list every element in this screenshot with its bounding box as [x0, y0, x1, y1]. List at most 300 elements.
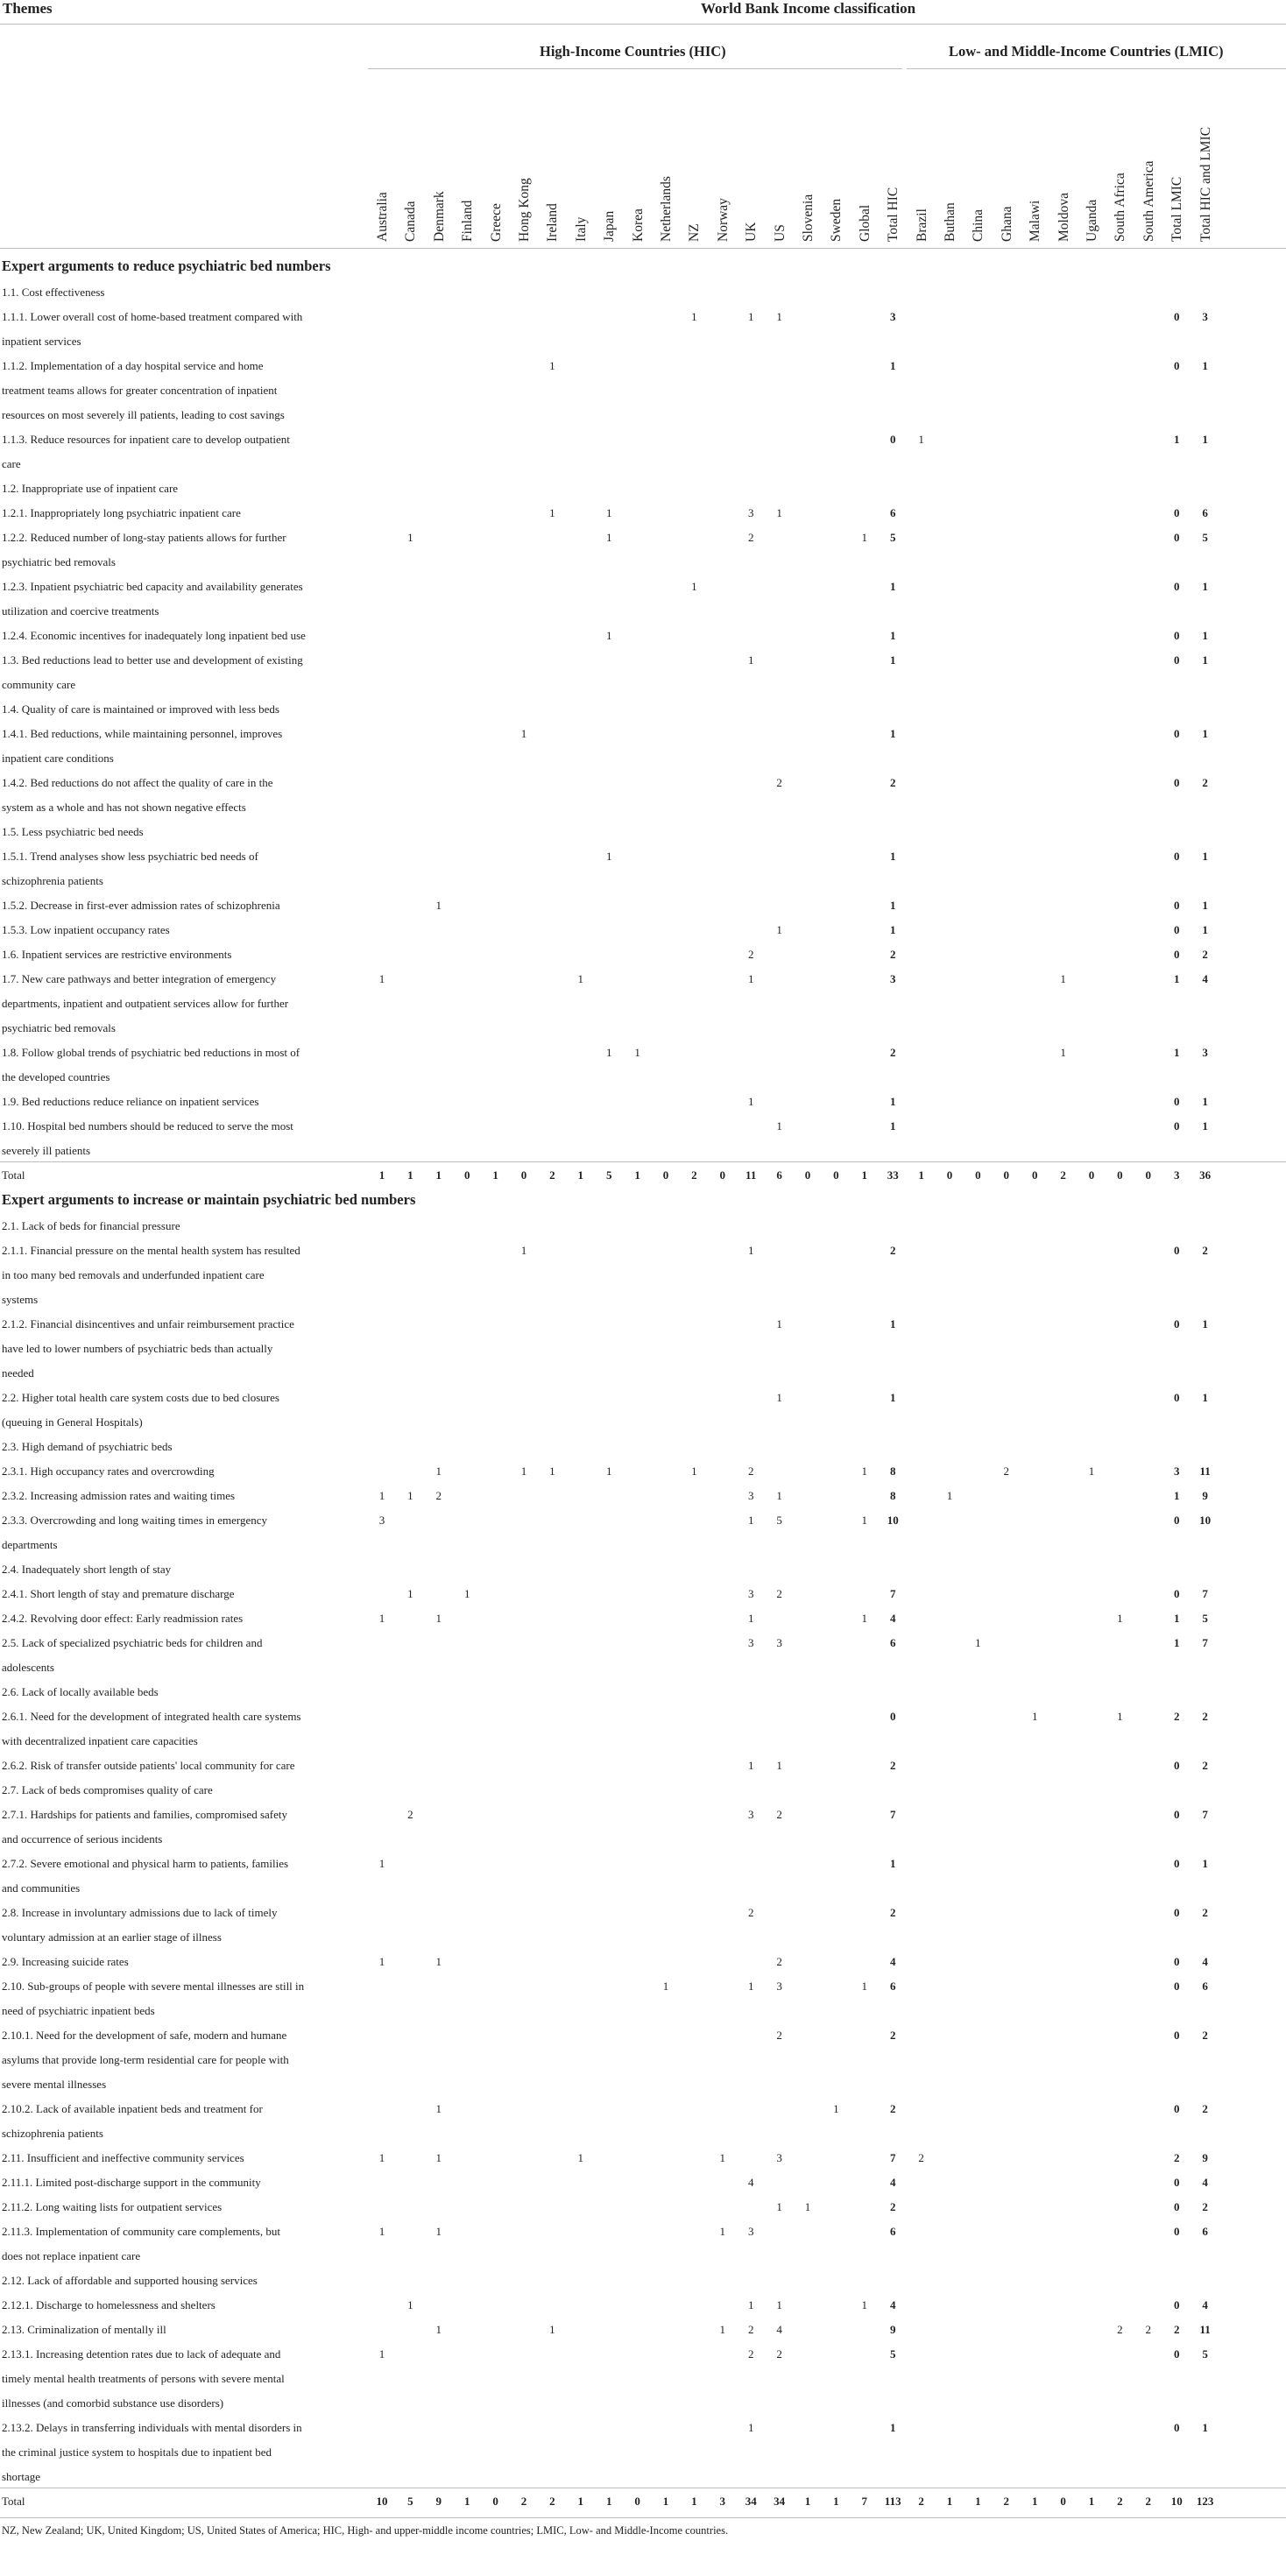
cell-total-lmic: 0 [1173, 1514, 1180, 1527]
cell-global: 1 [861, 1514, 868, 1527]
cell-total-lmic: 0 [1173, 2102, 1180, 2115]
top-divider [0, 24, 1286, 25]
cell-sweden: 1 [833, 2495, 839, 2508]
cell-us: 1 [776, 1317, 782, 1330]
cell-ireland: 1 [549, 2323, 555, 2336]
column-header-uganda: Uganda [1085, 199, 1099, 242]
cell-us: 1 [776, 2200, 782, 2213]
cell-us: 1 [776, 1759, 782, 1772]
cell-greece: 1 [492, 1168, 498, 1182]
cell-us: 1 [776, 1119, 782, 1133]
column-header-total-lmic: Total LMIC [1169, 176, 1185, 242]
cell-norway: 0 [719, 1168, 726, 1182]
theme-label: 1.9. Bed reductions reduce reliance on inpatient services [2, 1095, 259, 1108]
cell-uk: 3 [747, 1489, 754, 1502]
cell-total-lmic: 0 [1173, 1119, 1180, 1133]
cell-total-hic-and-lmic: 2 [1202, 948, 1208, 961]
cell-uk: 1 [747, 1514, 754, 1527]
cell-buthan: 0 [946, 1168, 953, 1182]
cell-ireland: 1 [549, 1464, 555, 1478]
cell-total-hic-and-lmic: 1 [1202, 1317, 1208, 1330]
cell-uganda: 0 [1088, 1168, 1095, 1182]
theme-label: 2.7. Lack of beds compromises quality of care [2, 1783, 213, 1796]
cell-norway: 1 [719, 2225, 726, 2238]
cell-us: 1 [776, 1489, 782, 1502]
cell-total-hic-and-lmic: 2 [1202, 1906, 1208, 1919]
cell-total-lmic: 0 [1173, 2421, 1180, 2434]
cell-total-lmic: 0 [1173, 1317, 1180, 1330]
theme-label: 2.7.2. Severe emotional and physical harm to patients, families [2, 1857, 289, 1870]
cell-total-hic: 1 [889, 1095, 896, 1108]
theme-label: shortage [2, 2470, 41, 2483]
lmic-group-underline [907, 68, 1286, 69]
cell-us: 2 [776, 776, 782, 789]
cell-total-lmic: 0 [1173, 2347, 1180, 2361]
cell-canada: 1 [407, 2298, 413, 2311]
cell-japan: 1 [605, 531, 612, 544]
cell-total-hic: 2 [889, 776, 896, 789]
cell-total-hic-and-lmic: 2 [1202, 1759, 1208, 1772]
table-bottom-divider [0, 2517, 1286, 2518]
cell-japan: 1 [605, 629, 612, 642]
theme-label: 2.10. Sub-groups of people with severe mental illnesses are still in [2, 1980, 305, 1993]
cell-hong-kong: 2 [520, 2495, 527, 2508]
cell-ireland: 1 [549, 506, 555, 519]
cell-uk: 2 [747, 948, 754, 961]
theme-label: 2.7.1. Hardships for patients and families, compromised safety [2, 1808, 288, 1821]
cell-china: 1 [975, 2495, 981, 2508]
cell-buthan: 1 [946, 2495, 953, 2508]
cell-us: 4 [776, 2323, 782, 2336]
cell-total-lmic: 0 [1173, 776, 1180, 789]
theme-label: utilization and coercive treatments [2, 604, 159, 618]
cell-total-hic-and-lmic: 1 [1202, 580, 1208, 593]
cell-total-hic: 1 [889, 850, 896, 863]
theme-label: 1.8. Follow global trends of psychiatric bed reductions in most of [2, 1046, 300, 1059]
cell-australia: 1 [378, 972, 385, 985]
cell-total-lmic: 0 [1173, 948, 1180, 961]
cell-total-lmic: 0 [1173, 2298, 1180, 2311]
cell-ireland: 2 [549, 1168, 555, 1182]
column-header-korea: Korea [630, 208, 646, 242]
cell-total-hic: 1 [889, 653, 896, 667]
cell-total-hic: 0 [889, 433, 896, 446]
cell-australia: 3 [378, 1514, 385, 1527]
cell-denmark: 1 [435, 2225, 442, 2238]
theme-label: 1.5.2. Decrease in first-ever admission rates of schizophrenia [2, 899, 280, 912]
cell-total-lmic: 0 [1173, 2029, 1180, 2042]
cell-total-hic: 6 [889, 1636, 896, 1649]
cell-global: 1 [861, 531, 868, 544]
column-header-hong-kong: Hong Kong [517, 178, 532, 242]
cell-total-hic: 2 [889, 1046, 896, 1059]
cell-total-lmic: 0 [1173, 531, 1180, 544]
theme-label: with decentralized inpatient care capacities [2, 1734, 198, 1747]
cell-total-lmic: 0 [1173, 899, 1180, 912]
cell-canada: 1 [407, 1168, 413, 1182]
theme-label: 1.3. Bed reductions lead to better use and development of existing [2, 653, 303, 667]
cell-uk: 3 [747, 2225, 754, 2238]
cell-total-hic: 6 [889, 1980, 896, 1993]
cell-total-lmic: 2 [1173, 2151, 1180, 2164]
cell-total-hic-and-lmic: 11 [1199, 2323, 1211, 2336]
cell-uk: 1 [747, 972, 754, 985]
cell-total-hic: 5 [889, 531, 896, 544]
cell-total-lmic: 0 [1173, 727, 1180, 740]
header-divider [0, 248, 1286, 249]
cell-japan: 1 [605, 850, 612, 863]
cell-uk: 1 [747, 1980, 754, 1993]
cell-us: 1 [776, 310, 782, 323]
theme-label: care [2, 457, 21, 470]
cell-uk: 2 [747, 2323, 754, 2336]
cell-total-hic: 4 [889, 1612, 896, 1625]
cell-total-hic-and-lmic: 9 [1202, 2151, 1208, 2164]
column-header-moldova: Moldova [1056, 193, 1071, 242]
cell-uk: 1 [747, 310, 754, 323]
cell-australia: 1 [378, 1612, 385, 1625]
cell-ireland: 1 [549, 359, 555, 372]
theme-label: adolescents [2, 1661, 54, 1674]
cell-total-hic-and-lmic: 7 [1202, 1808, 1208, 1821]
theme-label: 2.11. Insufficient and ineffective community services [2, 2151, 244, 2164]
cell-total-lmic: 0 [1173, 2200, 1180, 2213]
cell-denmark: 1 [435, 899, 442, 912]
cell-total-hic: 3 [889, 310, 896, 323]
cell-us: 3 [776, 1980, 782, 1993]
column-header-global: Global [857, 204, 873, 242]
cell-ghana: 0 [1003, 1168, 1010, 1182]
cell-china: 0 [975, 1168, 981, 1182]
theme-label: in too many bed removals and underfunded inpatient care [2, 1268, 265, 1281]
cell-total-hic-and-lmic: 1 [1202, 1095, 1208, 1108]
theme-label: severe mental illnesses [2, 2078, 107, 2091]
cell-total-hic: 1 [889, 1857, 896, 1870]
cell-total-lmic: 0 [1173, 1391, 1180, 1404]
cell-total-lmic: 0 [1173, 1808, 1180, 1821]
cell-total-lmic: 0 [1173, 359, 1180, 372]
theme-label: 2.6.1. Need for the development of integrated health care systems [2, 1710, 301, 1723]
cell-china: 1 [975, 1636, 981, 1649]
theme-label: 2.10.2. Lack of available inpatient beds and treatment for [2, 2102, 263, 2115]
theme-label: 2.4. Inadequately short length of stay [2, 1563, 172, 1576]
cell-total-hic-and-lmic: 1 [1202, 923, 1208, 936]
cell-uk: 4 [747, 2176, 754, 2189]
cell-uk: 1 [747, 1095, 754, 1108]
cell-norway: 3 [719, 2495, 726, 2508]
theme-label: 2.1.2. Financial disincentives and unfair reimbursement practice [2, 1317, 294, 1330]
cell-moldova: 2 [1060, 1168, 1066, 1182]
cell-total-hic-and-lmic: 11 [1199, 1464, 1211, 1478]
column-header-brazil: Brazil [914, 208, 929, 242]
themes-header: Themes [3, 0, 53, 17]
cell-total-hic: 1 [889, 629, 896, 642]
cell-total-hic-and-lmic: 2 [1202, 2102, 1208, 2115]
cell-total-hic-and-lmic: 7 [1202, 1636, 1208, 1649]
cell-total-lmic: 1 [1173, 433, 1180, 446]
cell-total-hic-and-lmic: 123 [1196, 2495, 1214, 2508]
column-header-nz: NZ [687, 223, 703, 242]
theme-label: (queuing in General Hospitals) [2, 1415, 143, 1429]
theme-label: 1.4.1. Bed reductions, while maintaining personnel, improves [2, 727, 283, 740]
cell-uk: 1 [747, 2421, 754, 2434]
cell-total-hic-and-lmic: 4 [1202, 2298, 1208, 2311]
cell-denmark: 9 [435, 2495, 442, 2508]
cell-total-hic: 2 [889, 2029, 896, 2042]
cell-uganda: 1 [1088, 2495, 1095, 2508]
cell-sweden: 1 [833, 2102, 839, 2115]
theme-label: 1.10. Hospital bed numbers should be reduced to serve the most [2, 1119, 293, 1133]
cell-total-lmic: 1 [1173, 972, 1180, 985]
cell-total-hic-and-lmic: 2 [1202, 2200, 1208, 2213]
total-divider [0, 1161, 1286, 1162]
column-header-ireland: Ireland [545, 203, 561, 242]
theme-label: needed [2, 1366, 34, 1380]
cell-uk: 3 [747, 1636, 754, 1649]
column-header-buthan: Buthan [943, 202, 957, 242]
cell-total-hic-and-lmic: 1 [1202, 1391, 1208, 1404]
cell-finland: 0 [463, 1168, 470, 1182]
cell-slovenia: 1 [804, 2495, 811, 2508]
cell-total-lmic: 0 [1173, 2225, 1180, 2238]
column-header-total-hic: Total HIC [886, 187, 901, 242]
column-header-japan: Japan [602, 210, 618, 242]
cell-total-hic-and-lmic: 2 [1202, 776, 1208, 789]
theme-label: 1.5.3. Low inpatient occupancy rates [2, 923, 170, 936]
cell-total-lmic: 0 [1173, 923, 1180, 936]
cell-uk: 1 [747, 1244, 754, 1257]
cell-canada: 1 [407, 1489, 413, 1502]
cell-total-lmic: 0 [1173, 850, 1180, 863]
cell-nz: 1 [691, 580, 697, 593]
cell-total-lmic: 0 [1173, 310, 1180, 323]
cell-total-lmic: 1 [1173, 1636, 1180, 1649]
cell-total-hic-and-lmic: 6 [1202, 506, 1208, 519]
theme-label: asylums that provide long-term residential care for people with [2, 2053, 289, 2066]
cell-italy: 1 [577, 972, 584, 985]
cell-total-hic: 8 [889, 1464, 896, 1478]
cell-total-lmic: 0 [1173, 1857, 1180, 1870]
column-header-sweden: Sweden [829, 198, 844, 242]
cell-japan: 1 [605, 506, 612, 519]
cell-total-hic-and-lmic: 4 [1202, 2176, 1208, 2189]
cell-canada: 2 [407, 1808, 413, 1821]
cell-nz: 1 [691, 310, 697, 323]
theme-label: 2.10.1. Need for the development of safe, modern and humane [2, 2029, 287, 2042]
cell-total-lmic: 0 [1173, 1980, 1180, 1993]
theme-label: the developed countries [2, 1070, 110, 1083]
cell-south-africa: 2 [1117, 2323, 1123, 2336]
cell-total-hic-and-lmic: 1 [1202, 653, 1208, 667]
cell-us: 1 [776, 1391, 782, 1404]
cell-japan: 1 [605, 2495, 612, 2508]
cell-total-lmic: 0 [1173, 506, 1180, 519]
cell-total-hic: 1 [889, 1119, 896, 1133]
cell-total-hic: 2 [889, 1759, 896, 1772]
cell-global: 1 [861, 2298, 868, 2311]
column-header-italy: Italy [573, 216, 589, 242]
cell-total-hic-and-lmic: 9 [1202, 1489, 1208, 1502]
cell-uk: 34 [745, 2495, 757, 2508]
cell-moldova: 1 [1060, 1046, 1066, 1059]
cell-ireland: 2 [549, 2495, 555, 2508]
cell-total-hic: 2 [889, 2102, 896, 2115]
cell-total-hic-and-lmic: 5 [1202, 531, 1208, 544]
cell-total-hic: 9 [889, 2323, 896, 2336]
theme-label: have led to lower numbers of psychiatric beds than actually [2, 1342, 273, 1355]
cell-ghana: 2 [1003, 1464, 1010, 1478]
cell-finland: 1 [463, 1587, 470, 1600]
cell-south-america: 2 [1145, 2495, 1152, 2508]
cell-total-hic-and-lmic: 1 [1202, 433, 1208, 446]
cell-netherlands: 1 [662, 1980, 669, 1993]
theme-label: 2.3. High demand of psychiatric beds [2, 1440, 173, 1453]
cell-us: 2 [776, 1808, 782, 1821]
cell-total-lmic: 0 [1173, 1095, 1180, 1108]
cell-nz: 1 [691, 2495, 697, 2508]
cell-global: 1 [861, 1464, 868, 1478]
cell-australia: 1 [378, 2347, 385, 2361]
theme-label: 2.6.2. Risk of transfer outside patients' local community for care [2, 1759, 295, 1772]
cell-uk: 3 [747, 1808, 754, 1821]
cell-malawi: 1 [1031, 1710, 1038, 1723]
cell-total-lmic: 0 [1173, 653, 1180, 667]
cell-total-lmic: 2 [1173, 1710, 1180, 1723]
cell-australia: 1 [378, 2151, 385, 2164]
cell-global: 1 [861, 1168, 868, 1182]
theme-label: system as a whole and has not shown negative effects [2, 801, 246, 814]
cell-uk: 1 [747, 653, 754, 667]
theme-label: resources on most severely ill patients, leading to cost savings [2, 408, 285, 421]
cell-total-lmic: 3 [1173, 1464, 1180, 1478]
cell-total-hic: 7 [889, 2151, 896, 2164]
theme-label: 2.11.3. Implementation of community care complements, but [2, 2225, 280, 2238]
cell-ghana: 2 [1003, 2495, 1010, 2508]
cell-total-hic: 4 [889, 2298, 896, 2311]
theme-label: 1.4. Quality of care is maintained or improved with less beds [2, 702, 279, 716]
cell-total-lmic: 1 [1173, 1046, 1180, 1059]
cell-total-lmic: 2 [1173, 2323, 1180, 2336]
column-header-uk: UK [744, 222, 760, 242]
theme-label: voluntary admission at an earlier stage of illness [2, 1930, 222, 1944]
cell-norway: 1 [719, 2323, 726, 2336]
cell-total-hic: 1 [889, 1317, 896, 1330]
cell-total-hic: 1 [889, 923, 896, 936]
cell-us: 1 [776, 506, 782, 519]
theme-label: 1.1.1. Lower overall cost of home-based treatment compared with [2, 310, 303, 323]
theme-label: does not replace inpatient care [2, 2249, 141, 2262]
cell-total-hic-and-lmic: 36 [1199, 1168, 1212, 1182]
cell-total-lmic: 0 [1173, 2176, 1180, 2189]
cell-south-america: 2 [1145, 2323, 1152, 2336]
cell-nz: 2 [691, 1168, 697, 1182]
cell-total-hic: 4 [889, 2176, 896, 2189]
column-header-south-africa: South Africa [1113, 173, 1128, 242]
cell-total-hic-and-lmic: 1 [1202, 727, 1208, 740]
cell-total-hic: 0 [889, 1710, 896, 1723]
theme-label: 1.2.2. Reduced number of long-stay patients allows for further [2, 531, 286, 544]
column-header-malawi: Malawi [1028, 200, 1043, 242]
theme-label: 1.1. Cost effectiveness [2, 286, 105, 299]
column-header-us: US [772, 224, 788, 242]
cell-total-hic: 1 [889, 727, 896, 740]
cell-total-hic: 6 [889, 2225, 896, 2238]
cell-denmark: 1 [435, 2102, 442, 2115]
cell-us: 5 [776, 1514, 782, 1527]
theme-label: inpatient services [2, 335, 81, 348]
cell-total-hic-and-lmic: 1 [1202, 629, 1208, 642]
theme-label: 1.2. Inappropriate use of inpatient care [2, 482, 179, 495]
cell-us: 1 [776, 2298, 782, 2311]
cell-hong-kong: 1 [520, 1464, 527, 1478]
theme-label: 2.13.2. Delays in transferring individuals with mental disorders in [2, 2421, 302, 2434]
cell-total-hic-and-lmic: 4 [1202, 972, 1208, 985]
cell-global: 1 [861, 1980, 868, 1993]
cell-total-hic-and-lmic: 5 [1202, 2347, 1208, 2361]
cell-total-lmic: 1 [1173, 1489, 1180, 1502]
column-header-denmark: Denmark [431, 191, 447, 242]
cell-total-hic: 1 [889, 899, 896, 912]
cell-total-hic-and-lmic: 3 [1202, 310, 1208, 323]
theme-label: 2.12. Lack of affordable and supported housing services [2, 2274, 258, 2287]
theme-label: 1.7. New care pathways and better integration of emergency [2, 972, 277, 985]
cell-uk: 3 [747, 1587, 754, 1600]
cell-south-africa: 1 [1117, 1710, 1123, 1723]
cell-total-hic: 33 [887, 1168, 899, 1182]
cell-korea: 1 [634, 1168, 640, 1182]
column-header-finland: Finland [460, 200, 476, 242]
cell-italy: 1 [577, 2495, 584, 2508]
cell-moldova: 1 [1060, 972, 1066, 985]
hic-group-header: High-Income Countries (HIC) [540, 43, 726, 60]
footnote: NZ, New Zealand; UK, United Kingdom; US, United States of America; HIC, High- and upper-middle income countries; LMIC, Low- and Middle-Income countries. [2, 2524, 729, 2537]
cell-total-hic-and-lmic: 1 [1202, 850, 1208, 863]
cell-total-hic-and-lmic: 2 [1202, 1710, 1208, 1723]
cell-total-hic: 1 [889, 1391, 896, 1404]
cell-total-hic-and-lmic: 6 [1202, 1980, 1208, 1993]
theme-label: 1.4.2. Bed reductions do not affect the quality of care in the [2, 776, 273, 789]
column-header-australia: Australia [375, 192, 390, 242]
cell-total-hic-and-lmic: 1 [1202, 359, 1208, 372]
cell-netherlands: 0 [662, 1168, 669, 1182]
cell-uk: 1 [747, 2298, 754, 2311]
section-title: Expert arguments to reduce psychiatric bed numbers [2, 258, 331, 274]
cell-moldova: 0 [1060, 2495, 1066, 2508]
theme-label: psychiatric bed removals [2, 1021, 116, 1034]
cell-total-hic: 8 [889, 1489, 896, 1502]
cell-denmark: 1 [435, 2323, 442, 2336]
cell-nz: 1 [691, 1464, 697, 1478]
cell-norway: 1 [719, 2151, 726, 2164]
cell-australia: 1 [378, 1489, 385, 1502]
cell-malawi: 1 [1031, 2495, 1038, 2508]
cell-brazil: 1 [918, 1168, 924, 1182]
column-header-norway: Norway [715, 198, 731, 242]
cell-total-lmic: 1 [1173, 1612, 1180, 1625]
cell-uk: 2 [747, 1464, 754, 1478]
cell-italy: 1 [577, 2151, 584, 2164]
cell-us: 2 [776, 1587, 782, 1600]
theme-label: 2.13.1. Increasing detention rates due to lack of adequate and [2, 2347, 281, 2361]
cell-total-hic-and-lmic: 6 [1202, 2225, 1208, 2238]
cell-italy: 1 [577, 1168, 584, 1182]
cell-south-america: 0 [1145, 1168, 1152, 1182]
theme-label: and occurrence of serious incidents [2, 1832, 163, 1846]
theme-label: 2.12.1. Discharge to homelessness and shelters [2, 2298, 216, 2311]
lmic-group-header: Low- and Middle-Income Countries (LMIC) [949, 43, 1224, 60]
theme-label: 1.2.3. Inpatient psychiatric bed capacity and availability generates [2, 580, 303, 593]
cell-us: 2 [776, 2347, 782, 2361]
